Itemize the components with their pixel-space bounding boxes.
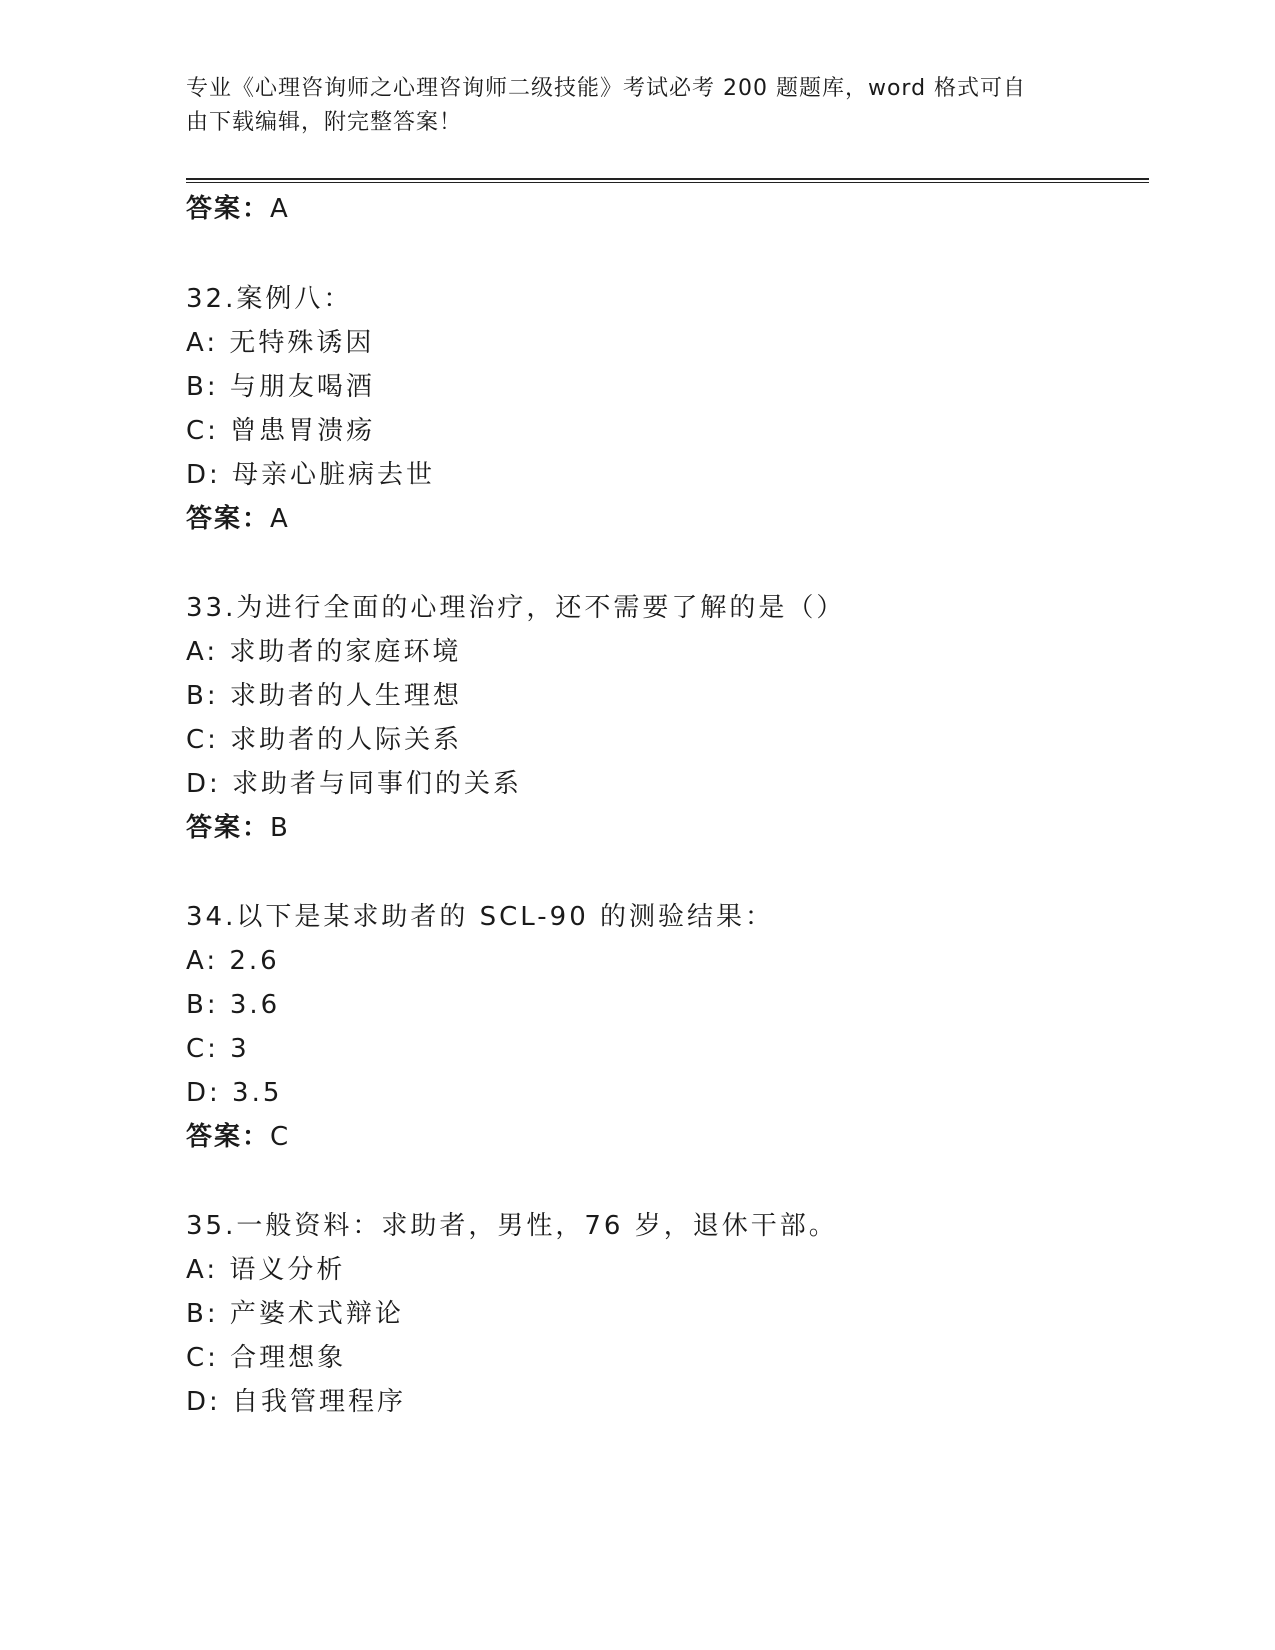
header-divider	[186, 178, 1149, 183]
question-32-option-c: C: 曾患胃溃疡	[186, 416, 376, 446]
question-33-stem: 33.为进行全面的心理治疗，还不需要了解的是（）	[186, 593, 846, 623]
answer-label: 答案：	[186, 504, 271, 534]
question-32-stem: 32.案例八：	[186, 284, 353, 314]
question-32-option-a: A: 无特殊诱因	[186, 328, 375, 358]
question-35-option-b: B: 产婆术式辩论	[186, 1299, 404, 1329]
header-line-2: 由下载编辑，附完整答案！	[186, 110, 463, 135]
question-32-option-b: B: 与朋友喝酒	[186, 372, 375, 402]
question-33-option-b: B: 求助者的人生理想	[186, 681, 462, 711]
question-34-option-d: D: 3.5	[186, 1078, 283, 1108]
answer-value: B	[270, 813, 290, 843]
question-34-option-a: A: 2.6	[186, 946, 280, 976]
answer-label: 答案：	[186, 194, 271, 224]
question-34-answer	[186, 1120, 290, 1154]
answer-value: C	[270, 1122, 291, 1152]
question-32-option-d: D: 母亲心脏病去世	[186, 460, 436, 490]
question-35-option-a: A: 语义分析	[186, 1255, 346, 1285]
question-34-option-b: B: 3.6	[186, 990, 281, 1020]
answer-label: 答案：	[186, 813, 271, 843]
question-33-option-c: C: 求助者的人际关系	[186, 725, 463, 755]
question-35-option-d: D: 自我管理程序	[186, 1387, 407, 1417]
question-33-answer	[186, 811, 290, 845]
question-34-stem: 34.以下是某求助者的 SCL-90 的测验结果：	[186, 902, 775, 932]
question-35-option-c: C: 合理想象	[186, 1343, 347, 1373]
document-header	[186, 72, 1066, 140]
question-34-option-c: C: 3	[186, 1034, 250, 1064]
answer-value: A	[270, 504, 290, 534]
question-33-option-a: A: 求助者的家庭环境	[186, 637, 462, 667]
answer-value: A	[270, 194, 290, 224]
answer-prev	[186, 192, 290, 226]
answer-label: 答案：	[186, 1122, 271, 1152]
question-32-answer	[186, 502, 290, 536]
question-33-option-d: D: 求助者与同事们的关系	[186, 769, 523, 799]
header-line-1: 专业《心理咨询师之心理咨询师二级技能》考试必考 200 题题库，word 格式可自	[186, 76, 1027, 101]
question-35-stem: 35.一般资料：求助者，男性，76 岁，退休干部。	[186, 1211, 838, 1241]
